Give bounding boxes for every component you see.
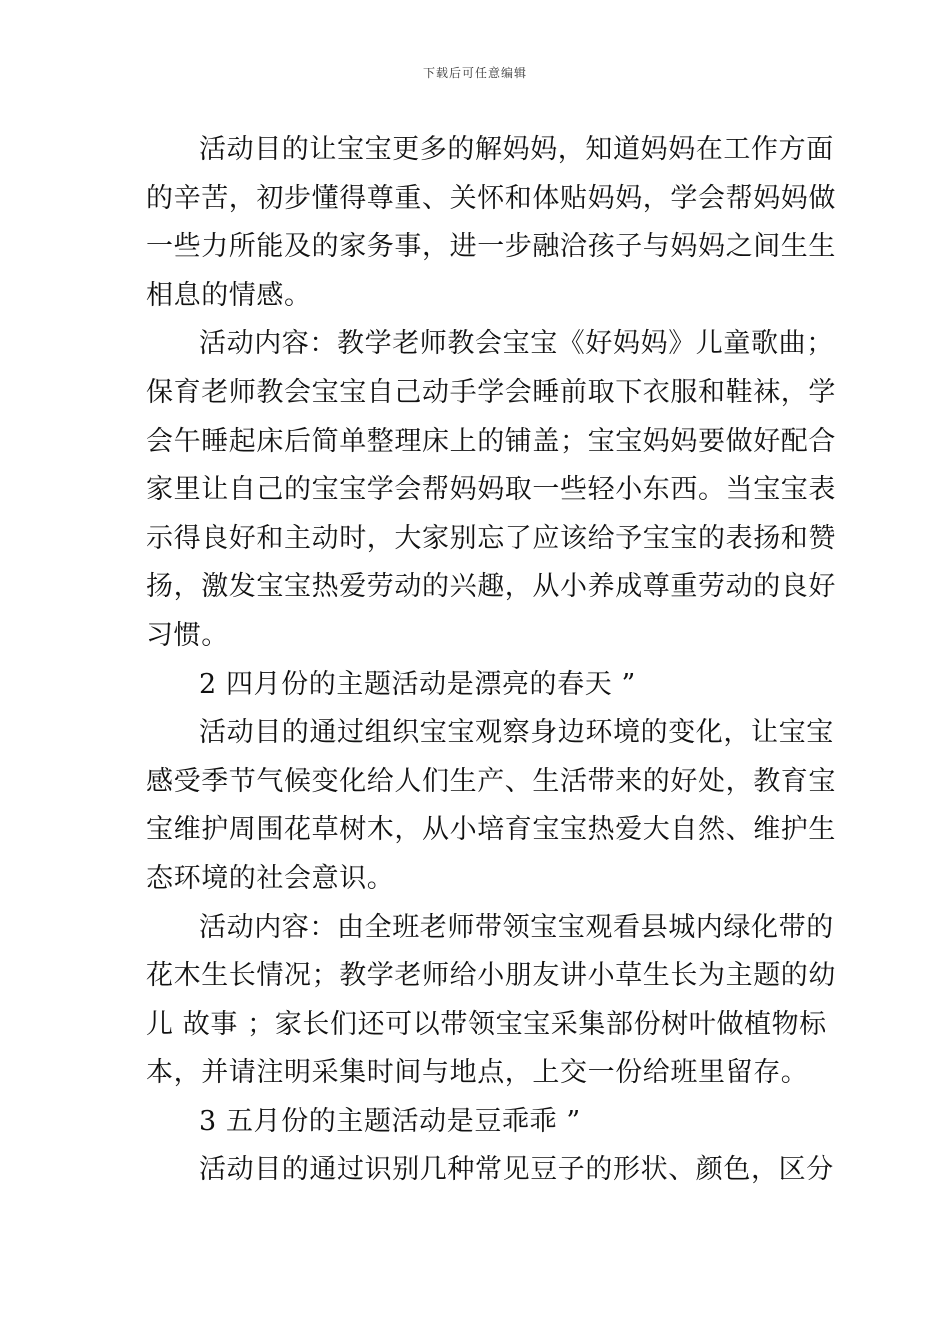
text-line: 一些力所能及的家务事，进一步融洽孩子与妈妈之间生生 <box>146 231 836 263</box>
text-line: 活动内容：教学老师教会宝宝《好妈妈》儿童歌曲； <box>199 328 834 360</box>
text-line: 保育老师教会宝宝自己动手学会睡前取下衣服和鞋袜，学 <box>146 376 836 408</box>
text-line: 花木生长情况；教学老师给小朋友讲小草生长为主题的幼 <box>146 960 836 992</box>
text-line: 活动目的让宝宝更多的解妈妈，知道妈妈在工作方面 <box>199 134 834 165</box>
text-line: 会午睡起床后简单整理床上的铺盖；宝宝妈妈要做好配合 <box>146 425 836 457</box>
text-line: 态环境的社会意识。 <box>146 862 395 894</box>
text-line: 的辛苦，初步懂得尊重、关怀和体贴妈妈，学会帮妈妈做 <box>146 182 836 214</box>
text-line: 感受季节气候变化给人们生产、生活带来的好处，教育宝 <box>146 765 836 797</box>
text-line: 活动内容：由全班老师带领宝宝观看县城内绿化带的 <box>199 911 834 943</box>
text-line: 示得良好和主动时，大家别忘了应该给予宝宝的表扬和赞 <box>146 522 836 554</box>
text-line: 活动目的通过组织宝宝观察身边环境的变化，让宝宝 <box>199 717 834 749</box>
text-line: 本，并请注明采集时间与地点，上交一份给班里留存。 <box>146 1057 809 1089</box>
text-line: 相息的情感。 <box>146 279 312 311</box>
text-line: 儿 故事 ；家长们还可以带领宝宝采集部份树叶做植物标 <box>146 1008 827 1040</box>
text-line: 扬，激发宝宝热爱劳动的兴趣，从小养成尊重劳动的良好 <box>146 571 836 603</box>
text-line: 宝维护周围花草树木，从小培育宝宝热爱大自然、维护生 <box>146 814 836 846</box>
page-header: 下载后可任意编辑 <box>422 66 527 80</box>
text-line: 2 四月份的主题活动是漂亮的春天 ” <box>199 668 636 700</box>
document-body <box>146 126 836 1195</box>
text-line: 家里让自己的宝宝学会帮妈妈取一些轻小东西。当宝宝表 <box>146 474 836 506</box>
text-line: 习惯。 <box>146 619 229 651</box>
text-line: 活动目的通过识别几种常见豆子的形状、颜色，区分 <box>199 1154 834 1186</box>
text-line: 3 五月份的主题活动是豆乖乖 ” <box>199 1105 581 1137</box>
